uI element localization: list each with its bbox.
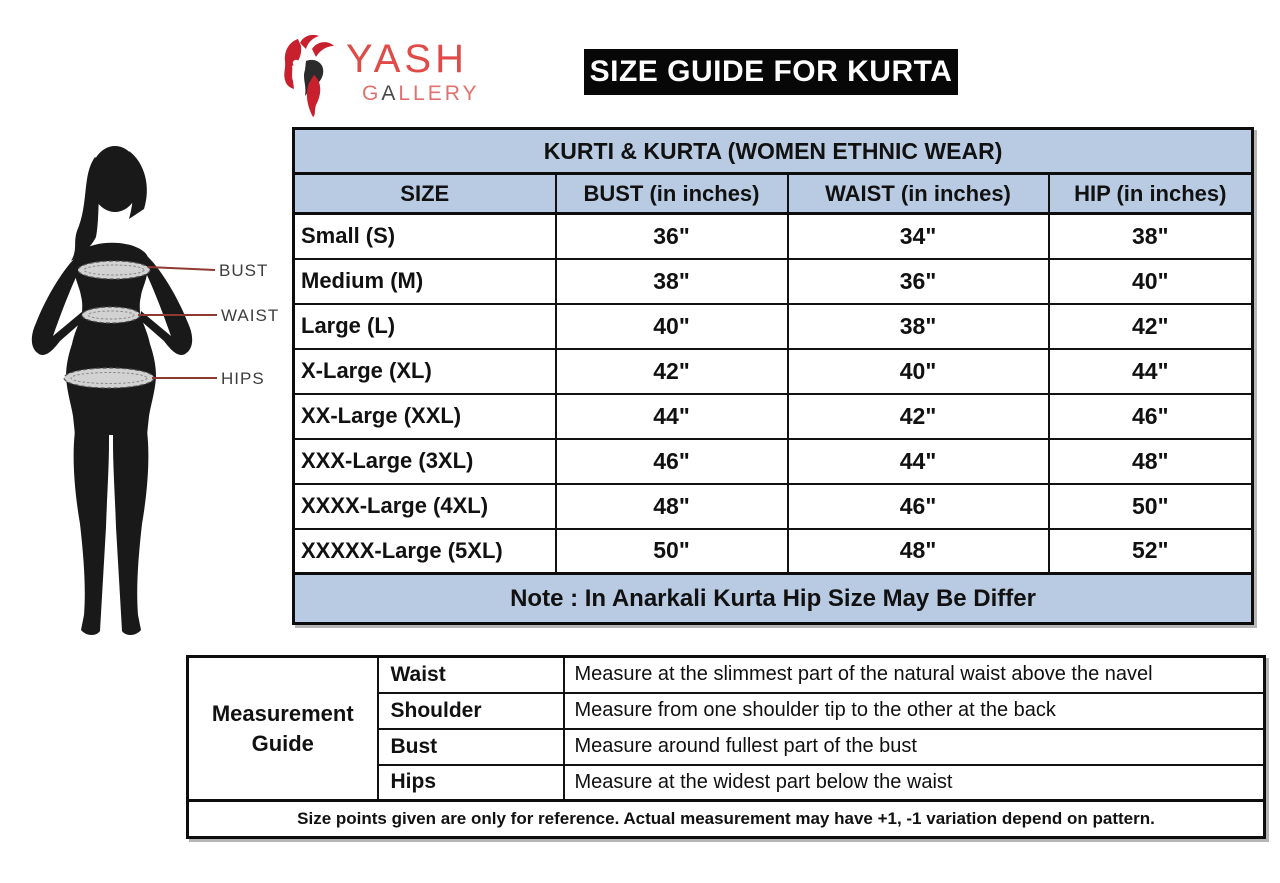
- waist-cell: 44": [788, 439, 1049, 484]
- bust-cell: 40": [556, 304, 788, 349]
- bust-cell: 50": [556, 529, 788, 574]
- bust-label: BUST: [219, 261, 269, 280]
- hip-cell: 38": [1049, 214, 1253, 259]
- size-cell: XXXX-Large (4XL): [294, 484, 556, 529]
- column-header-waist: WAIST (in inches): [788, 174, 1049, 214]
- measure-label-waist: Waist: [378, 657, 564, 693]
- hips-label: HIPS: [221, 369, 265, 388]
- hip-cell: 40": [1049, 259, 1253, 304]
- page-title: SIZE GUIDE FOR KURTA: [584, 49, 958, 95]
- hip-cell: 48": [1049, 439, 1253, 484]
- measure-desc-bust: Measure around fullest part of the bust: [564, 729, 1265, 765]
- column-header-size: SIZE: [294, 174, 556, 214]
- table-row: [294, 214, 1253, 259]
- bust-cell: 46": [556, 439, 788, 484]
- size-cell: Medium (M): [294, 259, 556, 304]
- table-row: [294, 394, 1253, 439]
- waist-cell: 38": [788, 304, 1049, 349]
- brand-logo-icon: [276, 33, 340, 117]
- measurement-figure: [25, 143, 285, 643]
- measure-desc-hips: Measure at the widest part below the waist: [564, 765, 1265, 801]
- column-header-hip: HIP (in inches): [1049, 174, 1253, 214]
- waist-cell: 42": [788, 394, 1049, 439]
- size-cell: X-Large (XL): [294, 349, 556, 394]
- waist-cell: 40": [788, 349, 1049, 394]
- table-row: [294, 529, 1253, 574]
- measure-desc-shoulder: Measure from one shoulder tip to the other at the back: [564, 693, 1265, 729]
- brand-logo-text: [346, 33, 480, 105]
- column-header-bust: BUST (in inches): [556, 174, 788, 214]
- hip-cell: 42": [1049, 304, 1253, 349]
- size-cell: XX-Large (XXL): [294, 394, 556, 439]
- woman-silhouette-icon: [25, 143, 285, 643]
- table-row: [294, 259, 1253, 304]
- measurement-guide-title-line2: Guide: [251, 730, 314, 756]
- waist-cell: 36": [788, 259, 1049, 304]
- waist-label: WAIST: [221, 306, 280, 325]
- size-table-note: Note : In Anarkali Kurta Hip Size May Be Differ: [294, 574, 1253, 624]
- size-cell: Large (L): [294, 304, 556, 349]
- brand-logo: [276, 33, 480, 117]
- hip-cell: 46": [1049, 394, 1253, 439]
- hip-cell: 52": [1049, 529, 1253, 574]
- size-table: [292, 127, 1254, 625]
- hip-cell: 44": [1049, 349, 1253, 394]
- measurement-guide-table: [186, 655, 1266, 839]
- size-table-title-row: [294, 129, 1253, 174]
- brand-subname: GALLERY: [362, 82, 480, 105]
- measure-footer-row: [188, 801, 1265, 838]
- table-row: [294, 484, 1253, 529]
- bust-cell: 44": [556, 394, 788, 439]
- brand-name: YASH: [346, 37, 468, 81]
- reference-disclaimer: Size points given are only for reference. Actual measurement may have +1, -1 variation depend on pattern.: [188, 801, 1265, 838]
- bust-cell: 42": [556, 349, 788, 394]
- waist-cell: 46": [788, 484, 1049, 529]
- table-row: [294, 349, 1253, 394]
- size-cell: XXXXX-Large (5XL): [294, 529, 556, 574]
- bust-cell: 36": [556, 214, 788, 259]
- measure-row: [188, 657, 1265, 693]
- bust-cell: 48": [556, 484, 788, 529]
- measurement-guide-title-line1: Measurement: [211, 700, 354, 726]
- size-table-title: KURTI & KURTA (WOMEN ETHNIC WEAR): [294, 129, 1253, 174]
- measure-label-hips: Hips: [378, 765, 564, 801]
- waist-cell: 48": [788, 529, 1049, 574]
- size-table-header-row: [294, 174, 1253, 214]
- waist-cell: 34": [788, 214, 1049, 259]
- table-row: [294, 304, 1253, 349]
- measure-label-bust: Bust: [378, 729, 564, 765]
- hip-cell: 50": [1049, 484, 1253, 529]
- size-table-note-row: [294, 574, 1253, 624]
- measure-desc-waist: Measure at the slimmest part of the natural waist above the navel: [564, 657, 1265, 693]
- measure-label-shoulder: Shoulder: [378, 693, 564, 729]
- size-cell: Small (S): [294, 214, 556, 259]
- size-cell: XXX-Large (3XL): [294, 439, 556, 484]
- bust-cell: 38": [556, 259, 788, 304]
- measurement-guide-title: [188, 657, 378, 801]
- table-row: [294, 439, 1253, 484]
